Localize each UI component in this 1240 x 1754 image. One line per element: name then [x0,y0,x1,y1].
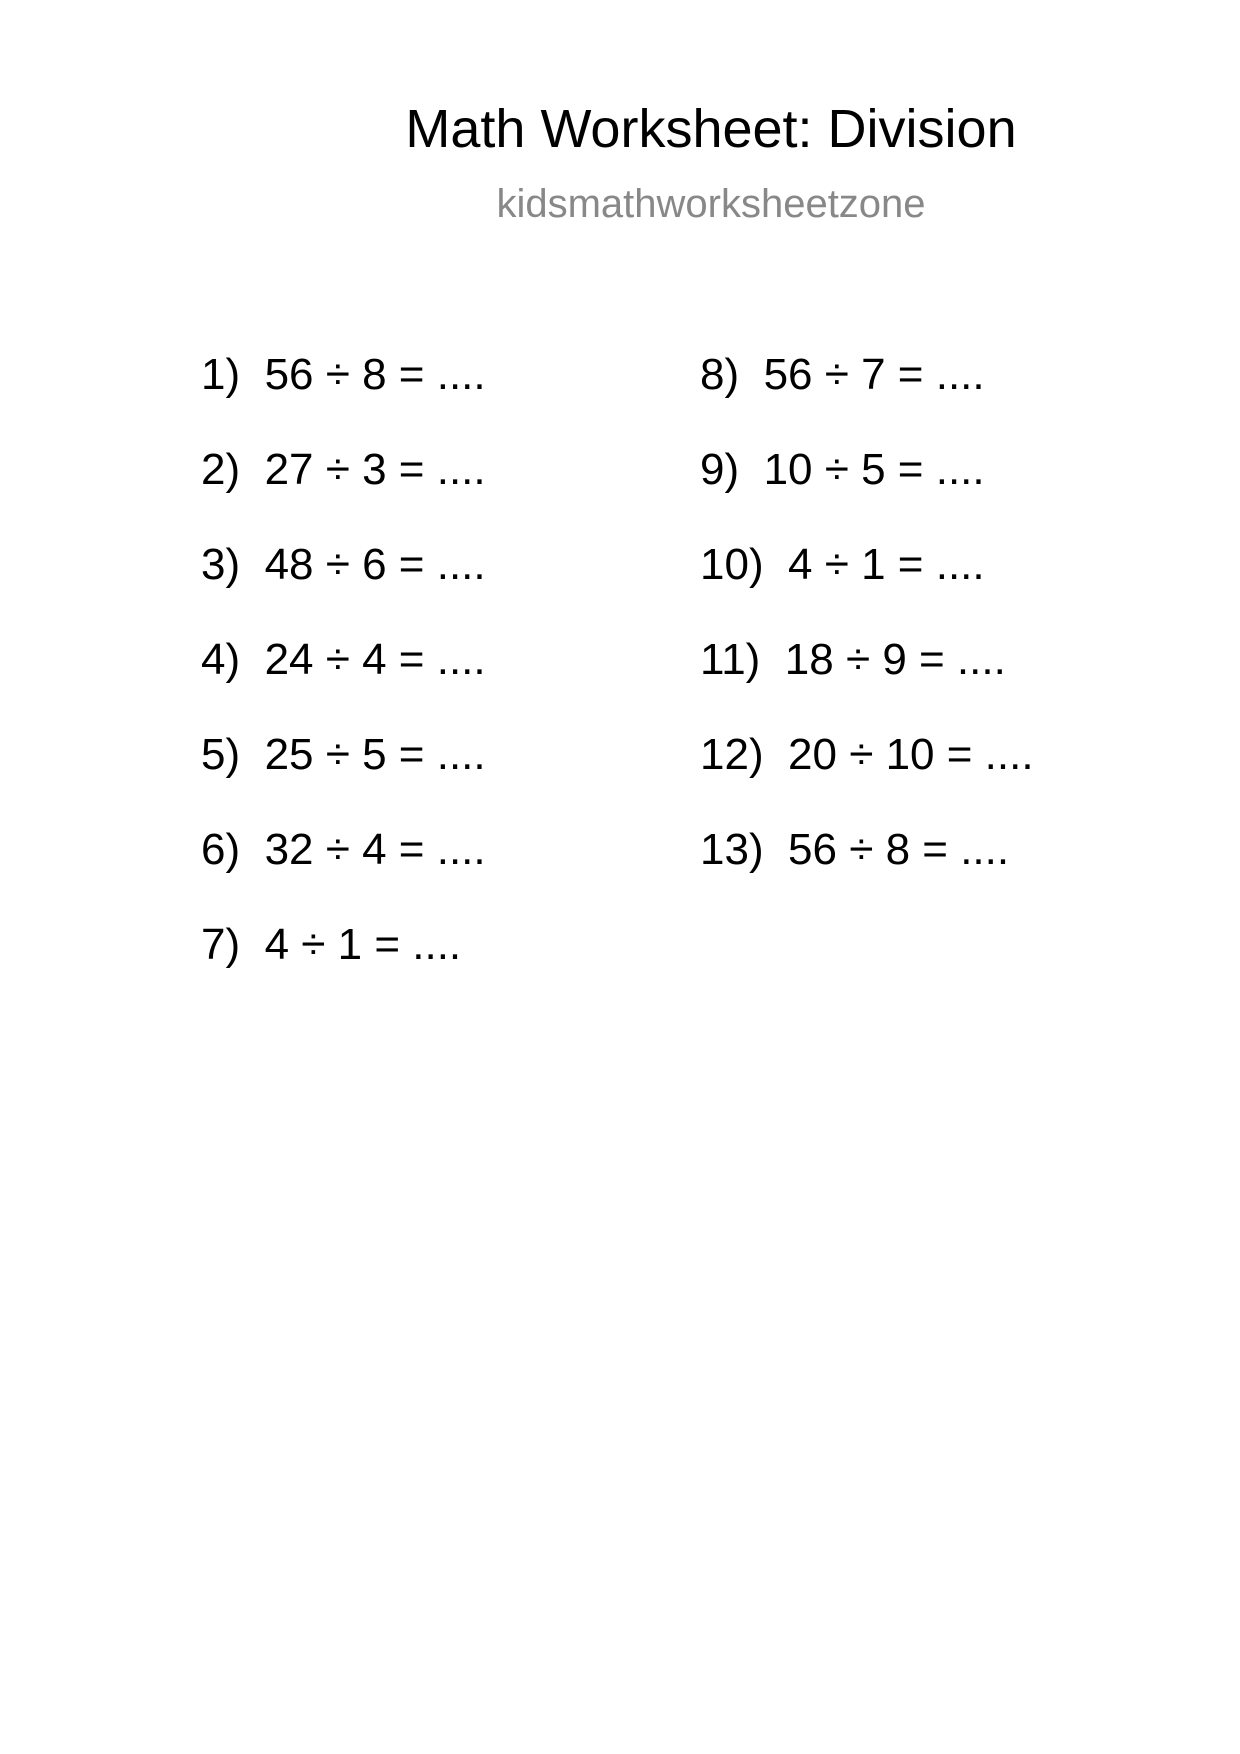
worksheet-subtitle: kidsmathworksheetzone [496,182,926,226]
worksheet-title: Math Worksheet: Division [405,99,1017,159]
problem-7: 7) 4 ÷ 1 = .... [201,920,462,969]
problems-left-column [201,348,486,1013]
problem-1: 1) 56 ÷ 8 = .... [201,350,486,399]
problems-right-column [700,348,1034,918]
problem-5: 5) 25 ÷ 5 = .... [201,730,486,779]
problem-2: 2) 27 ÷ 3 = .... [201,445,486,494]
problem-6: 6) 32 ÷ 4 = .... [201,825,486,874]
problem-9: 9) 10 ÷ 5 = .... [700,445,985,494]
problem-4: 4) 24 ÷ 4 = .... [201,635,486,684]
problem-11: 11) 18 ÷ 9 = .... [700,635,1006,684]
problem-12: 12) 20 ÷ 10 = .... [700,730,1034,779]
problem-8: 8) 56 ÷ 7 = .... [700,350,985,399]
problem-3: 3) 48 ÷ 6 = .... [201,540,486,589]
problem-10: 10) 4 ÷ 1 = .... [700,540,985,589]
problem-13: 13) 56 ÷ 8 = .... [700,825,1010,874]
